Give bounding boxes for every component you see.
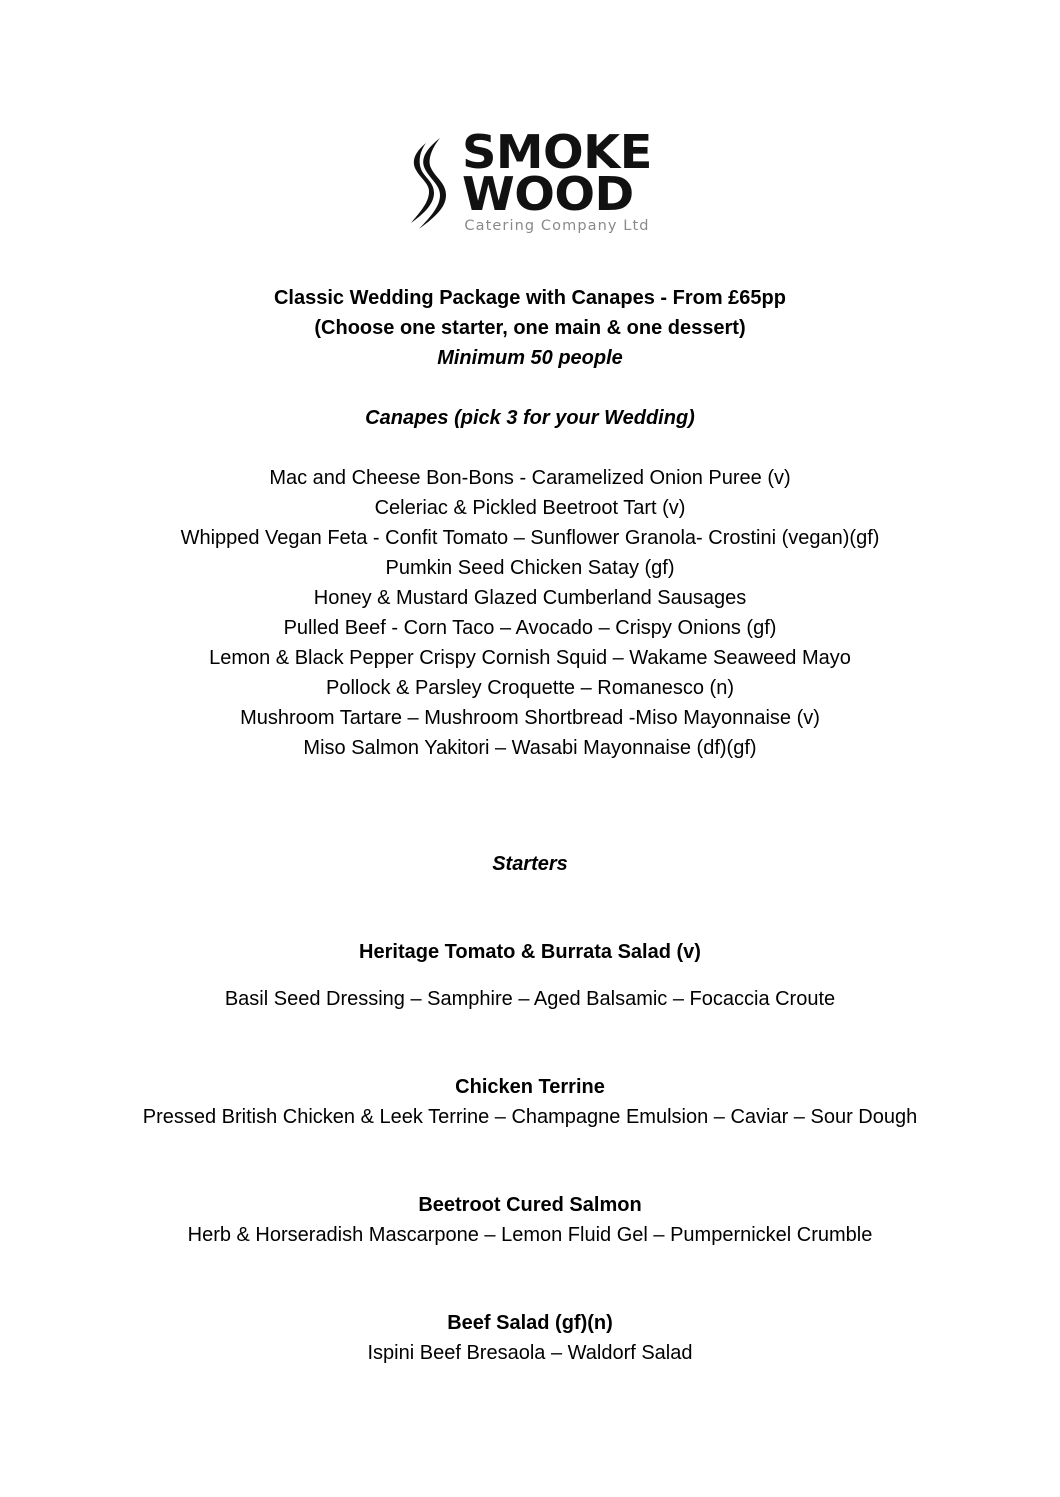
dish-name: Beetroot Cured Salmon <box>418 1194 642 1216</box>
starters-heading: Starters <box>492 853 568 875</box>
starter-dish <box>80 937 980 1014</box>
starter-dish <box>80 1308 980 1368</box>
canape-item: Lemon & Black Pepper Crispy Cornish Squid – Wakame Seaweed Mayo <box>209 647 851 669</box>
dish-description: Herb & Horseradish Mascarpone – Lemon Fluid Gel – Pumpernickel Crumble <box>187 1224 873 1246</box>
canape-item: Mac and Cheese Bon-Bons - Caramelized Onion Puree (v) <box>269 467 791 489</box>
menu-content <box>80 283 980 1368</box>
brand-logo <box>0 125 1060 235</box>
canape-item: Honey & Mustard Glazed Cumberland Sausages <box>313 587 747 609</box>
package-subtitle: (Choose one starter, one main & one dessert) <box>314 317 746 339</box>
spacer <box>80 373 980 403</box>
package-title: Classic Wedding Package with Canapes - From £65pp <box>273 287 786 309</box>
canapes-heading: Canapes (pick 3 for your Wedding) <box>365 407 695 429</box>
canape-item: Miso Salmon Yakitori – Wasabi Mayonnaise (df)(gf) <box>303 737 757 759</box>
spacer <box>80 1250 980 1308</box>
spacer <box>80 763 980 849</box>
dish-name: Heritage Tomato & Burrata Salad (v) <box>359 941 701 963</box>
dish-description: Pressed British Chicken & Leek Terrine – Champagne Emulsion – Caviar – Sour Dough <box>142 1106 918 1128</box>
spacer <box>80 1132 980 1190</box>
logo-tagline: Catering Company Ltd <box>464 218 650 235</box>
logo-line-wood: WOOD <box>462 166 635 221</box>
spacer <box>80 1014 980 1072</box>
dish-description: Basil Seed Dressing – Samphire – Aged Balsamic – Focaccia Croute <box>224 988 836 1010</box>
spacer <box>80 879 980 937</box>
canapes-list <box>80 463 980 763</box>
spacer <box>80 433 980 463</box>
logo-lockup <box>410 125 653 235</box>
canape-item: Whipped Vegan Feta - Confit Tomato – Sunflower Granola- Crostini (vegan)(gf) <box>180 527 880 549</box>
dish-name: Beef Salad (gf)(n) <box>447 1312 613 1334</box>
smoke-swirl-icon <box>410 135 456 233</box>
starter-dish <box>80 1072 980 1132</box>
canape-item: Pumkin Seed Chicken Satay (gf) <box>385 557 675 579</box>
dish-name: Chicken Terrine <box>455 1076 605 1098</box>
starter-dish <box>80 1190 980 1250</box>
canape-item: Pulled Beef - Corn Taco – Avocado – Crispy Onions (gf) <box>283 617 777 639</box>
canape-item: Pollock & Parsley Croquette – Romanesco (n) <box>326 677 734 699</box>
logo-wordmark <box>462 125 653 235</box>
canape-item: Celeriac & Pickled Beetroot Tart (v) <box>374 497 686 519</box>
package-minimum: Minimum 50 people <box>437 347 623 369</box>
dish-description: Ispini Beef Bresaola – Waldorf Salad <box>367 1342 693 1364</box>
canape-item: Mushroom Tartare – Mushroom Shortbread -Miso Mayonnaise (v) <box>240 707 820 729</box>
logo-line-smoke: SMOKE <box>462 125 653 179</box>
